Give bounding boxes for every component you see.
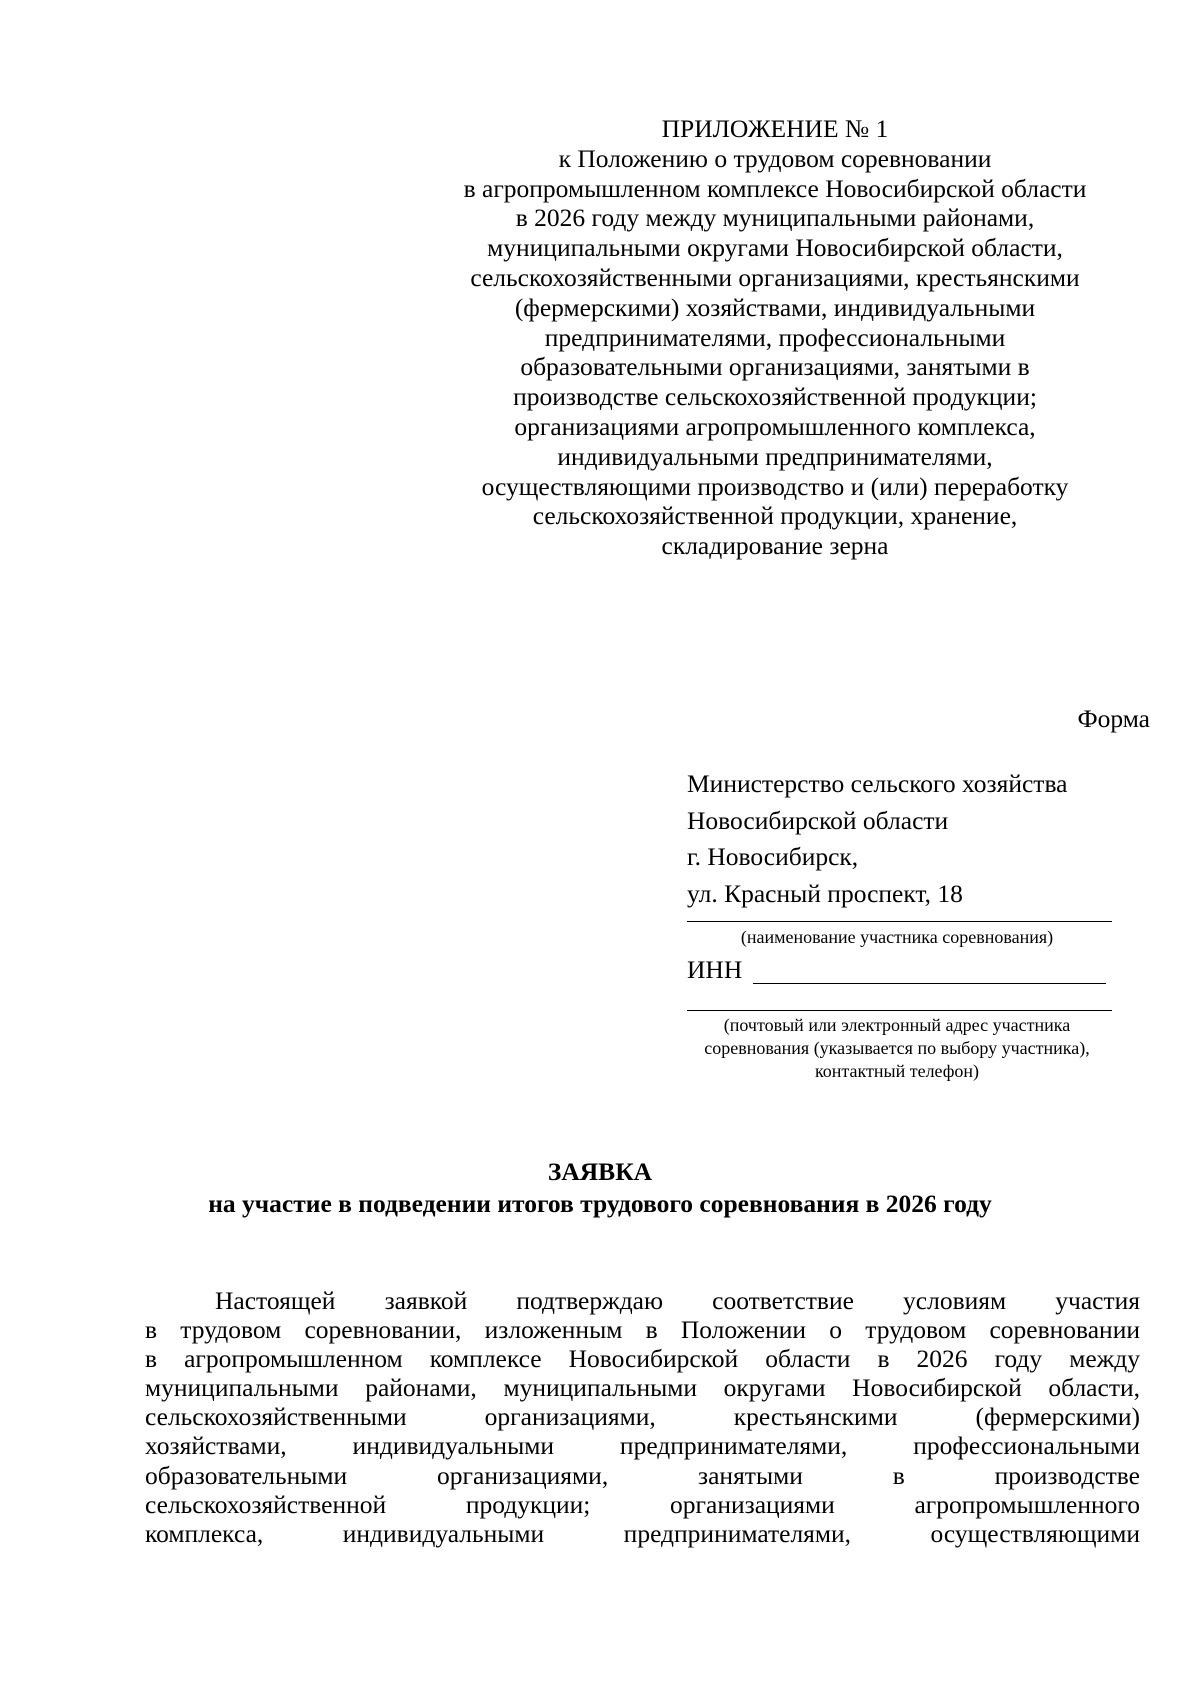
body-line: сельскохозяйственной продукции; организациями агропромышленного [145, 1489, 1140, 1519]
addressee-line: ул. Красный проспект, 18 [687, 878, 963, 908]
caption-text: соревнования (указывается по выбору участника), [704, 1038, 1090, 1058]
contact-caption [682, 1014, 1112, 1083]
body-line: образовательными организациями, занятыми в производстве [145, 1460, 1140, 1490]
participant-name-field[interactable] [687, 921, 1112, 922]
appendix-line: складирование зерна [661, 531, 889, 561]
inn-field[interactable] [753, 983, 1106, 984]
addressee-line: Министерство сельского хозяйства [687, 769, 1068, 798]
body-line: хозяйствами, индивидуальными предпринимателями, профессиональными [145, 1431, 1140, 1461]
appendix-number: ПРИЛОЖЕНИЕ № 1 [661, 114, 889, 143]
appendix-line: организациями агропромышленного комплекса, [514, 411, 1036, 441]
addressee-block [687, 766, 1067, 912]
caption-text: (почтовый или электронный адрес участника [723, 1015, 1071, 1035]
document-title: ЗАЯВКА [547, 1157, 653, 1186]
appendix-line: индивидуальными предпринимателями, [557, 441, 993, 471]
appendix-line: к Положению о трудовом соревновании [558, 143, 992, 173]
appendix-line: в 2026 году между муниципальными районами, [515, 203, 1035, 233]
addressee-line: Новосибирской области [687, 805, 949, 835]
body-line: в трудовом соревновании, изложенным в Положении о трудовом соревновании [145, 1315, 1140, 1345]
document-subtitle: на участие в подведении итогов трудового соревнования в 2026 году [208, 1189, 992, 1218]
body-line: Настоящей заявкой подтверждаю соответствие условиям участия [215, 1286, 1140, 1315]
body-line: в агропромышленном комплексе Новосибирской области в 2026 году между [145, 1344, 1140, 1374]
appendix-line: сельскохозяйственной продукции, хранение, [532, 501, 1018, 531]
participant-name-caption [682, 926, 1112, 949]
caption-text: (наименование участника соревнования) [740, 927, 1054, 947]
caption-text: контактный телефон) [814, 1061, 980, 1081]
appendix-header [425, 114, 1125, 561]
body-line: муниципальными районами, муниципальными округами Новосибирской области, [145, 1373, 1140, 1403]
appendix-line: муниципальными округами Новосибирской области, [487, 233, 1063, 263]
addressee-line: г. Новосибирск, [687, 842, 859, 871]
form-label: Форма [1077, 704, 1150, 733]
contact-field[interactable] [687, 1010, 1112, 1011]
appendix-line: образовательными организациями, занятыми в [520, 352, 1030, 382]
appendix-line: (фермерскими) хозяйствами, индивидуальными [514, 292, 1036, 322]
appendix-line: осуществляющими производство и (или) переработку [481, 471, 1069, 501]
inn-label: ИНН [687, 955, 743, 984]
body-paragraph [145, 1286, 1140, 1548]
body-line: комплекса, индивидуальными предпринимателями, осуществляющими [145, 1518, 1140, 1548]
appendix-line: сельскохозяйственными организациями, крестьянскими [470, 262, 1080, 292]
appendix-line: предпринимателями, профессиональными [544, 322, 1006, 352]
appendix-line: производстве сельскохозяйственной продукции; [513, 382, 1037, 412]
body-line: сельскохозяйственными организациями, крестьянскими (фермерскими) [145, 1402, 1140, 1432]
appendix-line: в агропромышленном комплексе Новосибирской области [463, 173, 1087, 203]
